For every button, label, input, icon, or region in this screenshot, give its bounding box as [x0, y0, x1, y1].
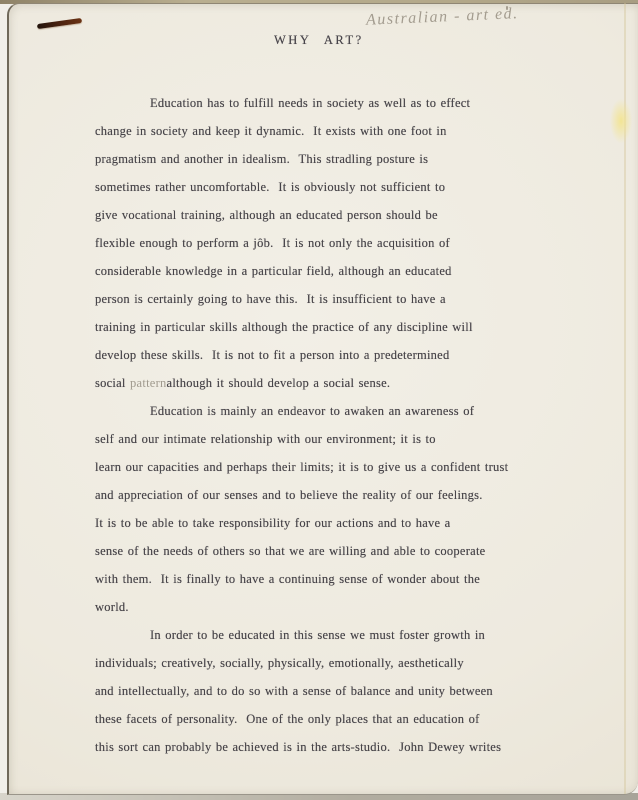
text-line: and intellectually, and to do so with a sense of balance and unity between: [95, 684, 493, 698]
text-line: and appreciation of our senses and to believe the reality of our feelings.: [95, 488, 483, 502]
text-line: individuals; creatively, socially, physically, emotionally, aesthetically: [95, 656, 464, 670]
text-line: develop these skills. It is not to fit a person into a predetermined: [95, 348, 450, 362]
text-line: change in society and keep it dynamic. It exists with one foot in: [95, 124, 447, 138]
handwritten-annotation: Australian - art ed.: [365, 5, 519, 29]
text-line: It is to be able to take responsibility for our actions and to have a: [95, 516, 451, 530]
text-line: these facets of personality. One of the only places that an education of: [95, 712, 480, 726]
text-line: self and our intimate relationship with our environment; it is to: [95, 432, 436, 446]
text-line: world.: [95, 600, 129, 614]
text-line: learn our capacities and perhaps their limits; it is to give us a confident trust: [95, 460, 509, 474]
text-line: sometimes rather uncomfortable. It is obviously not sufficient to: [95, 180, 446, 194]
text-line: Education has to fulfill needs in society as well as to effect: [150, 96, 471, 110]
text-line: Education is mainly an endeavor to awaken an awareness of: [150, 404, 475, 418]
text-line: person is certainly going to have this. It is insufficient to have a: [95, 292, 446, 306]
text-line: training in particular skills although the practice of any discipline will: [95, 320, 473, 334]
text-line: flexible enough to perform a jôb. It is not only the acquisition of: [95, 236, 450, 250]
text-line: sense of the needs of others so that we are willing and able to cooperate: [95, 544, 486, 558]
document-body: [95, 89, 618, 761]
text-line: social patternalthough it should develop a social sense.: [95, 376, 391, 390]
faded-word: pattern: [130, 376, 167, 390]
text-line: considerable knowledge in a particular field, although an educated: [95, 264, 452, 278]
text-line: with them. It is finally to have a continuing sense of wonder about the: [95, 572, 481, 586]
text-line: pragmatism and another in idealism. This stradling posture is: [95, 152, 429, 166]
text-line: give vocational training, although an educated person should be: [95, 208, 438, 222]
text-line: this sort can probably be achieved is in the arts-studio. John Dewey writes: [95, 740, 502, 754]
text-line: In order to be educated in this sense we must foster growth in: [150, 628, 486, 642]
document-title: WHY ART?: [274, 33, 364, 47]
